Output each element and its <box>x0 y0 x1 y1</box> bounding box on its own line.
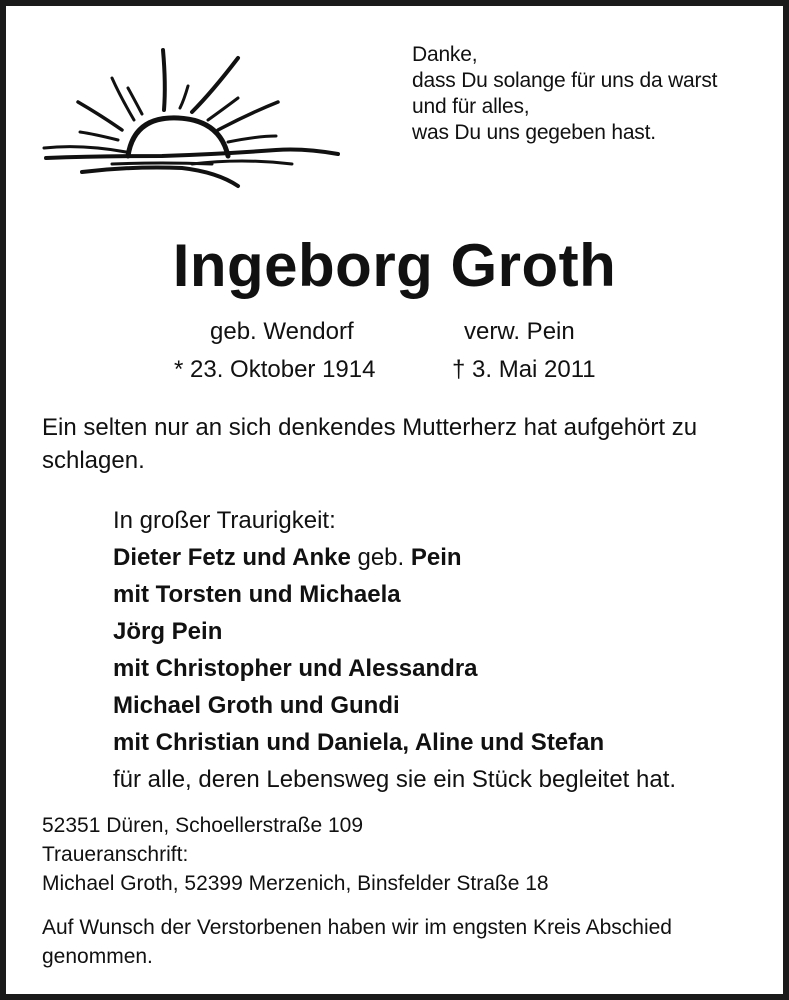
quote-line: Danke, <box>412 43 478 66</box>
thank-you-quote <box>412 42 717 146</box>
mourner-line: für alle, deren Lebensweg sie ein Stück begleitet hat. <box>113 766 677 793</box>
mourner-line: mit Torsten und Michaela <box>113 581 401 608</box>
closing-note: Auf Wunsch der Verstorbenen haben wir im engsten Kreis Abschied genommen. <box>42 916 672 968</box>
mourner-line: Michael Groth und Gundi <box>113 692 400 719</box>
mourner-line: Jörg Pein <box>113 618 223 645</box>
rising-sun-icon <box>42 44 342 194</box>
birth-name: geb. Wendorf <box>210 318 354 345</box>
intro-text: Ein selten nur an sich denkendes Mutterherz hat aufgehört zu schlagen. <box>42 414 698 474</box>
mourner-line <box>113 539 773 576</box>
address-line: Michael Groth, 52399 Merzenich, Binsfelder Straße 18 <box>42 872 549 895</box>
mourner-birthname: Pein <box>410 544 462 571</box>
mourner-line: mit Christian und Daniela, Aline und Stefan <box>113 729 605 756</box>
deceased-name: Ingeborg Groth <box>172 232 617 299</box>
mourners-heading: In großer Traurigkeit: <box>113 507 336 534</box>
address-line: Traueranschrift: <box>42 843 189 866</box>
widowed-name: verw. Pein <box>464 318 575 345</box>
mourner-line: mit Christopher und Alessandra <box>113 655 478 682</box>
birth-date: * 23. Oktober 1914 <box>174 356 376 383</box>
mourners-list <box>113 502 773 798</box>
mourner-names: Dieter Fetz und Anke <box>113 544 351 571</box>
quote-line: was Du uns gegeben hast. <box>412 121 656 144</box>
quote-line: dass Du solange für uns da warst <box>412 69 718 92</box>
death-date: † 3. Mai 2011 <box>452 356 596 383</box>
mourner-birthname-prefix: geb. <box>350 544 411 571</box>
address-line: 52351 Düren, Schoellerstraße 109 <box>42 814 364 837</box>
address-block <box>42 811 549 898</box>
quote-line: und für alles, <box>412 95 530 118</box>
